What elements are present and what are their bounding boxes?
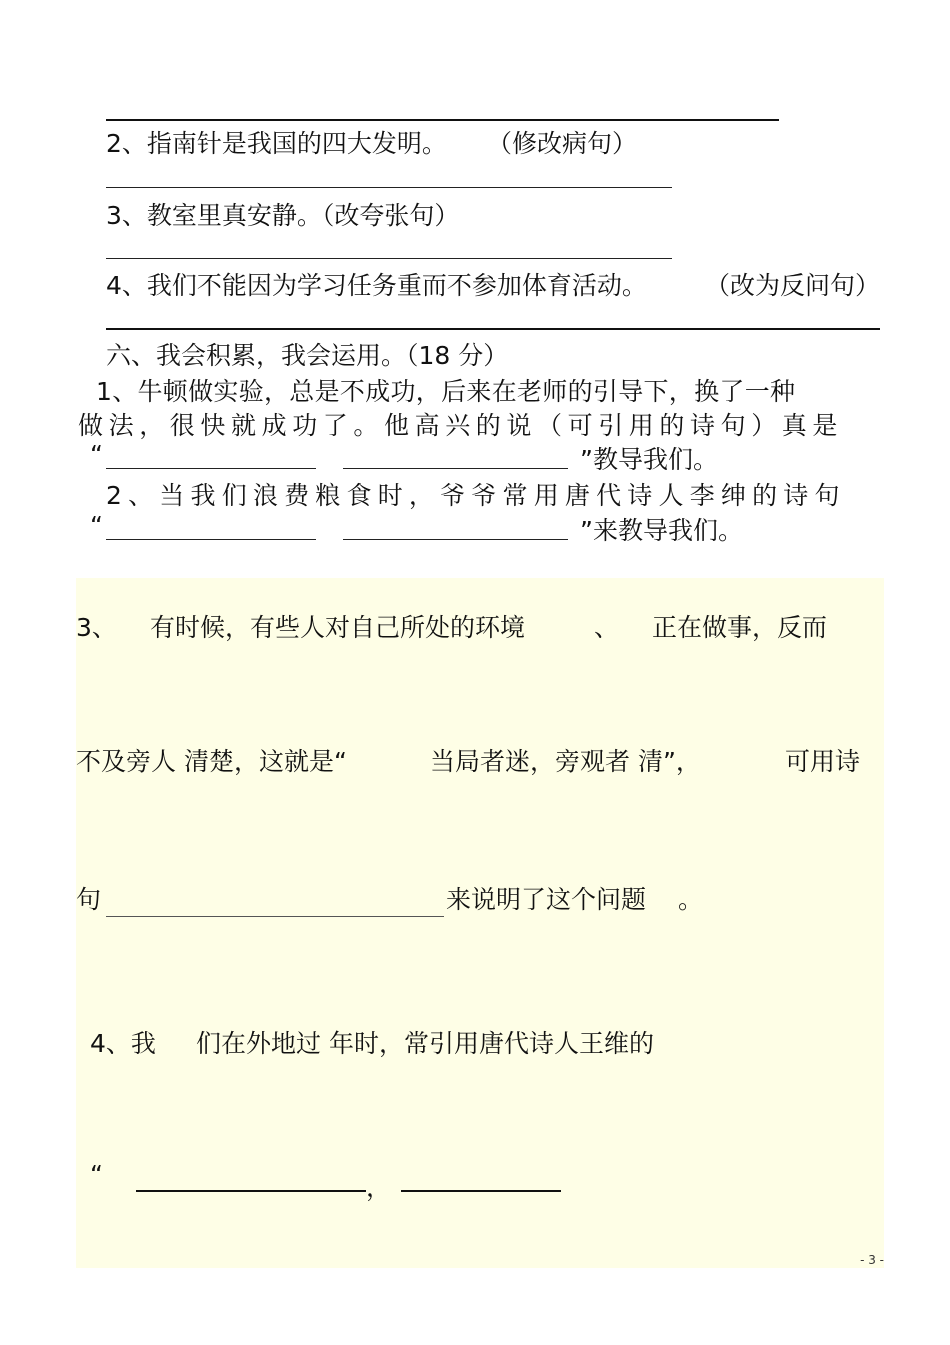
s6-q3-line2-c: 可用诗 xyxy=(785,747,861,776)
s6-q4-number: 4、我 xyxy=(90,1029,156,1058)
s6-q1-line2: 做法，很快就成功了。他高兴的说（可引用的诗句）真是 xyxy=(78,411,844,440)
answer-blank xyxy=(401,1190,561,1192)
highlight-region xyxy=(76,578,884,1268)
s6-q1-tail: ”教导我们。 xyxy=(580,445,718,474)
s6-q3-line3-c: 。 xyxy=(678,885,704,914)
s6-q2-tail: ”来教导我们。 xyxy=(580,516,743,545)
s6-q3-line2-b: 当局者迷，旁观者 清”， xyxy=(430,747,701,776)
answer-blank xyxy=(343,539,568,540)
s6-q2-line1: 2、当我们浪费粮食时，爷爷常用唐代诗人李绅的诗句 xyxy=(106,481,846,510)
s6-q1-open-quote: “ xyxy=(90,440,103,469)
answer-blank xyxy=(136,1190,366,1192)
answer-line xyxy=(106,187,672,188)
s6-q3-number: 3、 xyxy=(76,613,117,642)
page-number: - 3 - xyxy=(860,1253,884,1267)
answer-line xyxy=(106,328,880,330)
answer-line xyxy=(106,119,779,121)
s6-q4-text: 们在外地过 年时，常引用唐代诗人王维的 xyxy=(196,1029,654,1058)
q5-item3-text: 3、教室里真安静。（改夸张句） xyxy=(106,201,460,230)
s6-q3-line2-a: 不及旁人 清楚，这就是“ xyxy=(76,747,347,776)
answer-blank xyxy=(106,468,316,469)
answer-blank xyxy=(343,468,568,469)
q5-item2-instruction: （修改病句） xyxy=(487,129,638,158)
s6-q3-line3-b: 来说明了这个问题 xyxy=(446,885,647,914)
s6-q3-text-a: 有时候，有些人对自己所处的环境 xyxy=(150,613,526,642)
s6-q1-line1: 1、牛顿做实验，总是不成功，后来在老师的引导下，换了一种 xyxy=(96,377,796,406)
answer-line xyxy=(106,258,672,259)
section-heading: 六、我会积累，我会运用。（18 分） xyxy=(106,341,509,370)
q5-item2-text: 2、指南针是我国的四大发明。 xyxy=(106,129,447,158)
s6-q3-text-c: 正在做事，反而 xyxy=(652,613,828,642)
answer-blank xyxy=(106,539,316,540)
q5-item4-text: 4、我们不能因为学习任务重而不参加体育活动。 xyxy=(106,271,647,300)
answer-blank xyxy=(106,916,444,917)
s6-q3-text-b: 、 xyxy=(594,613,620,642)
q5-item4-instruction: （改为反问句） xyxy=(705,271,881,300)
s6-q4-comma: ， xyxy=(366,1173,392,1202)
s6-q2-open-quote: “ xyxy=(90,511,103,540)
s6-q3-line3-a: 句 xyxy=(76,885,102,914)
s6-q4-open-quote: “ xyxy=(90,1160,103,1189)
